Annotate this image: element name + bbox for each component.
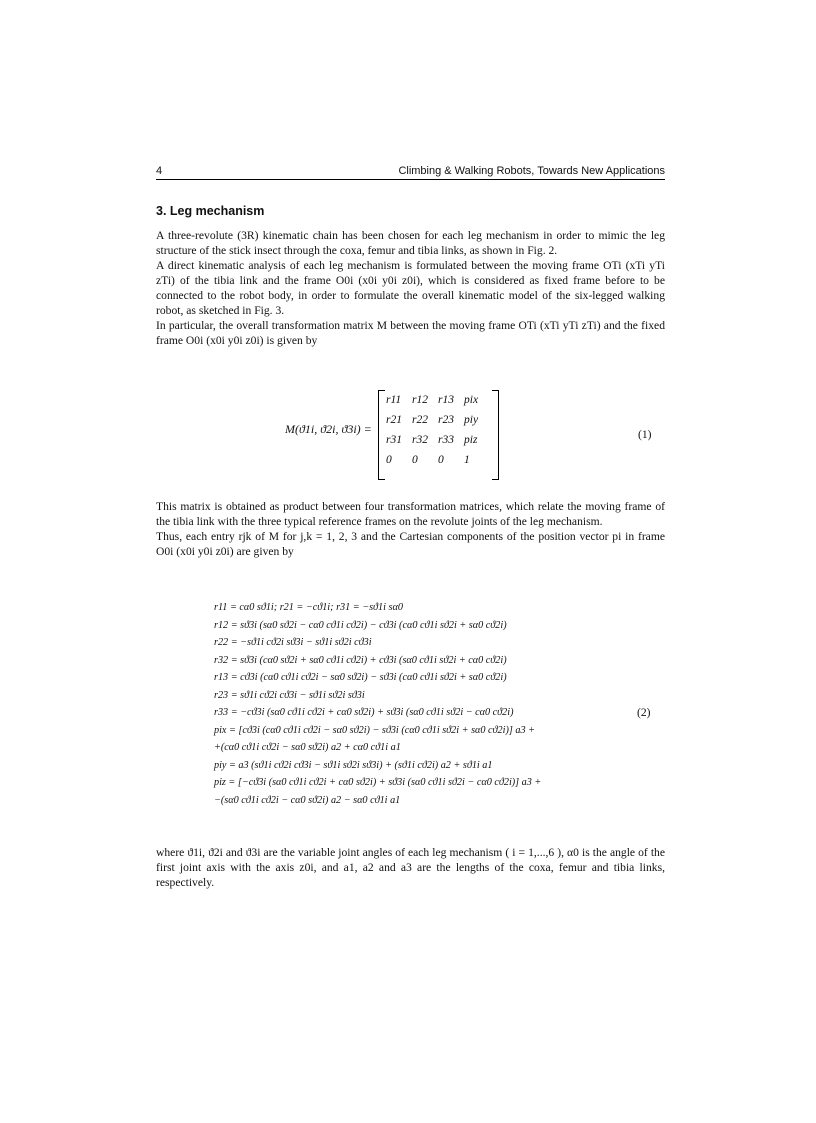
equation-line: r33 = −cϑ3i (sα0 cϑ1i cϑ2i + cα0 sϑ2i) + sϑ3i (sα0 cϑ1i sϑ2i − cα0 cϑ2i) — [214, 707, 514, 718]
paragraph-intro — [156, 228, 665, 348]
paragraph-1: A three-revolute (3R) kinematic chain has been chosen for each leg mechanism in order to mimic the leg structure of the stick insect through the coxa, femur and tibia links, as shown in Fig. 2. — [156, 229, 665, 257]
section-heading: 3. Leg mechanism — [156, 204, 265, 218]
paragraph-block-3 — [156, 845, 665, 890]
equation-line: pix = [cϑ3i (cα0 cϑ1i cϑ2i − sα0 sϑ2i) − sϑ3i (cα0 cϑ1i sϑ2i + sα0 cϑ2i)] a3 + — [214, 724, 535, 736]
matrix-cell: 0 — [412, 454, 418, 466]
right-bracket — [492, 390, 499, 480]
paragraph-5: Thus, each entry rjk of M for j,k = 1, 2, 3 and the Cartesian components of the position vector pi in frame O0i (x0i y0i z0i) are given by — [156, 530, 665, 558]
matrix-row — [386, 414, 490, 434]
running-header — [156, 163, 665, 180]
equation-line: +(cα0 cϑ1i cϑ2i − sα0 sϑ2i) a2 + cα0 cϑ1i a1 — [214, 742, 401, 753]
equation-line: −(sα0 cϑ1i cϑ2i − cα0 sϑ2i) a2 − sα0 cϑ1i a1 — [214, 794, 401, 806]
matrix-cell: piy — [464, 414, 479, 426]
matrix-cell: 1 — [464, 454, 470, 466]
equation-line: r11 = cα0 sϑ1i; r21 = −cϑ1i; r31 = −sϑ1i sα0 — [214, 602, 403, 613]
matrix-cell: r13 — [438, 394, 454, 406]
matrix-cell: 0 — [386, 454, 392, 466]
matrix-cell: r12 — [412, 394, 428, 406]
paragraph-3: In particular, the overall transformation matrix M between the moving frame OTi (xTi yTi zTi) and the fixed frame O0i (x0i y0i z0i) is given by — [156, 319, 665, 347]
matrix-cell: r22 — [412, 414, 428, 426]
matrix-cell: r31 — [386, 434, 402, 446]
equation-1 — [285, 390, 665, 470]
equation-line: r13 = cϑ3i (cα0 cϑ1i cϑ2i − sα0 sϑ2i) − sϑ3i (cα0 cϑ1i sϑ2i + sα0 cϑ2i) — [214, 672, 507, 683]
equation-line: r23 = sϑ1i cϑ2i cϑ3i − sϑ1i sϑ2i sϑ3i — [214, 689, 365, 701]
equation-line: piz = [−cϑ3i (sα0 cϑ1i cϑ2i + cα0 sϑ2i) + sϑ3i (sα0 cϑ1i sϑ2i − cα0 cϑ2i)] a3 + — [214, 777, 542, 788]
matrix-cell: r23 — [438, 414, 454, 426]
matrix-cell: r33 — [438, 434, 454, 446]
equation-1-number: (1) — [638, 428, 652, 441]
matrix-row — [386, 394, 490, 414]
equation-line: r22 = −sϑ1i cϑ2i sϑ3i − sϑ1i sϑ2i cϑ3i — [214, 637, 372, 648]
equation-line: r12 = sϑ3i (sα0 sϑ2i − cα0 cϑ1i cϑ2i) − cϑ3i (cα0 cϑ1i sϑ2i + sα0 cϑ2i) — [214, 619, 507, 631]
equation-line: piy = a3 (sϑ1i cϑ2i cϑ3i − sϑ1i sϑ2i sϑ3i) + (sϑ1i cϑ2i) a2 + sϑ1i a1 — [214, 759, 493, 771]
header-rule — [156, 179, 665, 180]
matrix-label: M(ϑ1i, ϑ2i, ϑ3i) = — [285, 422, 372, 436]
matrix-grid — [386, 394, 490, 474]
matrix-cell: r11 — [386, 394, 402, 406]
equation-2-number: (2) — [637, 706, 651, 719]
matrix-row — [386, 434, 490, 454]
paragraph-4: This matrix is obtained as product between four transformation matrices, which relate the moving frame of the tibia link with the three typical reference frames on the revolute joints of the leg mechanism. — [156, 500, 665, 528]
equation-line: r32 = sϑ3i (cα0 sϑ2i + sα0 cϑ1i cϑ2i) + cϑ3i (sα0 cϑ1i sϑ2i + cα0 cϑ2i) — [214, 654, 507, 666]
left-bracket — [378, 390, 385, 480]
equation-2 — [214, 602, 634, 812]
paragraph-2: A direct kinematic analysis of each leg mechanism is formulated between the moving frame OTi (xTi yTi zTi) of the tibia link and the frame O0i (x0i y0i z0i), which is considered as fixed frame before to be connected to the robot body, in order to formulate the overall kinematic model of the six-legged walking robot, as sketched in Fig. 3. — [156, 259, 665, 317]
paragraph-6: where ϑ1i, ϑ2i and ϑ3i are the variable joint angles of each leg mechanism ( i = 1,...,6 ), α0 is the angle of the first joint axis with the axis z0i, and a1, a2 and a3 are the lengths of the coxa, femur and tibia links, respectively. — [156, 846, 665, 889]
page-number: 4 — [156, 165, 163, 177]
matrix-cell: 0 — [438, 454, 444, 466]
paragraph-block-2 — [156, 499, 665, 559]
matrix-cell: piz — [464, 434, 478, 446]
matrix-row — [386, 454, 490, 474]
book-title: Climbing & Walking Robots, Towards New Applications — [398, 165, 665, 177]
matrix-cell: r21 — [386, 414, 402, 426]
matrix-cell: pix — [464, 394, 479, 406]
matrix-cell: r32 — [412, 434, 428, 446]
